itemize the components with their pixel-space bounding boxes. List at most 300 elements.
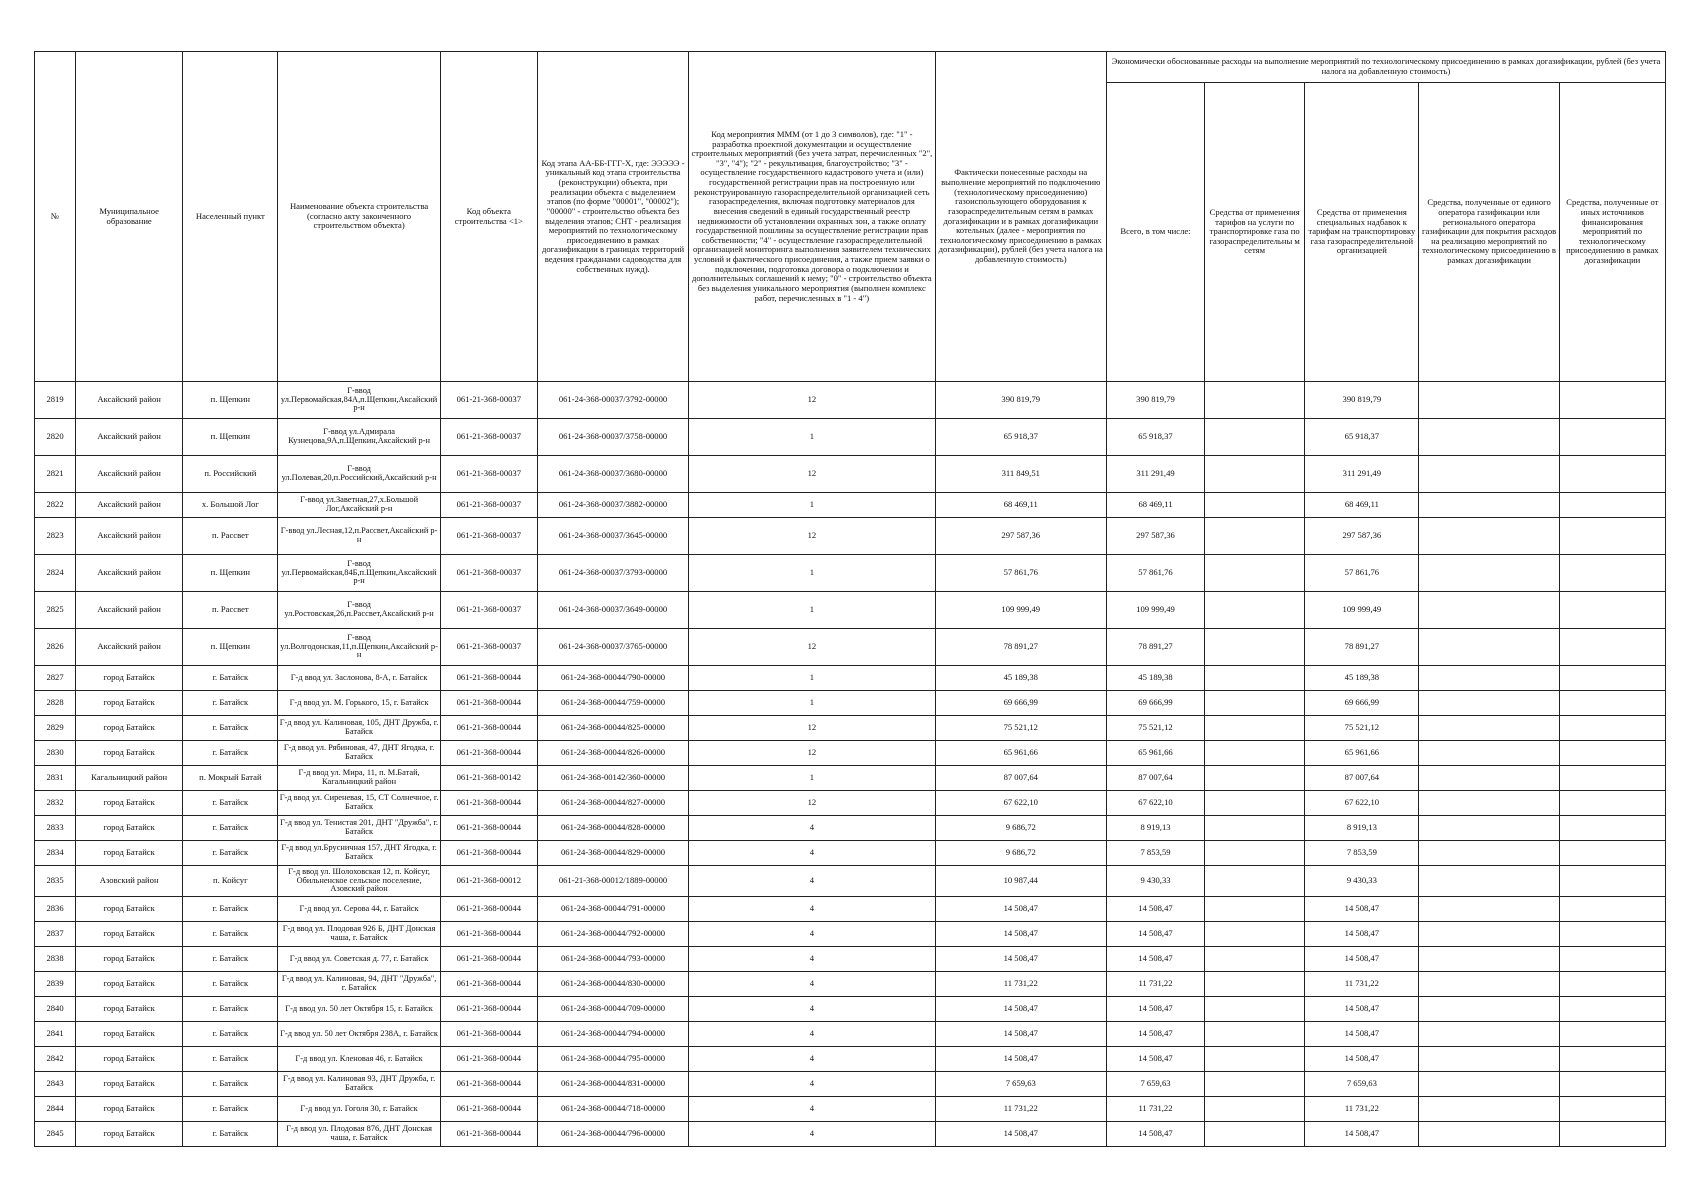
other-sources-cell bbox=[1559, 1097, 1665, 1122]
object-name-cell: Г-д ввод ул. Серова 44, г. Батайск bbox=[278, 897, 440, 922]
event-code-cell: 12 bbox=[689, 382, 935, 419]
row-number-cell: 2845 bbox=[35, 1122, 76, 1147]
stage-code-cell: 061-24-368-00044/827-00000 bbox=[537, 791, 688, 816]
object-code-cell: 061-21-368-00044 bbox=[440, 791, 537, 816]
municipality-cell: город Батайск bbox=[76, 947, 183, 972]
special-surcharge-cell: 57 861,76 bbox=[1305, 555, 1419, 592]
special-surcharge-cell: 14 508,47 bbox=[1305, 922, 1419, 947]
total-costs-cell: 109 999,49 bbox=[1106, 592, 1204, 629]
municipality-cell: город Батайск bbox=[76, 691, 183, 716]
special-surcharge-cell: 11 731,22 bbox=[1305, 972, 1419, 997]
stage-code-cell: 061-24-368-00037/3645-00000 bbox=[537, 518, 688, 555]
row-number-cell: 2834 bbox=[35, 841, 76, 866]
settlement-cell: п. Российский bbox=[183, 456, 278, 493]
settlement-cell: г. Батайск bbox=[183, 841, 278, 866]
regional-operator-cell bbox=[1419, 493, 1559, 518]
regional-operator-cell bbox=[1419, 629, 1559, 666]
object-code-cell: 061-21-368-00142 bbox=[440, 766, 537, 791]
tariff-funds-cell bbox=[1205, 997, 1305, 1022]
event-code-cell: 4 bbox=[689, 997, 935, 1022]
municipality-cell: Аксайский район bbox=[76, 493, 183, 518]
register-sheet bbox=[34, 51, 1666, 1147]
stage-code-cell: 061-24-368-00037/3882-00000 bbox=[537, 493, 688, 518]
table-row bbox=[35, 1122, 1666, 1147]
settlement-cell: п. Щепкин bbox=[183, 629, 278, 666]
stage-code-cell: 061-24-368-00044/830-00000 bbox=[537, 972, 688, 997]
object-code-cell: 061-21-368-00037 bbox=[440, 629, 537, 666]
regional-operator-cell bbox=[1419, 866, 1559, 897]
special-surcharge-cell: 7 853,59 bbox=[1305, 841, 1419, 866]
object-code-cell: 061-21-368-00044 bbox=[440, 816, 537, 841]
event-code-cell: 1 bbox=[689, 666, 935, 691]
actual-costs-cell: 9 686,72 bbox=[935, 841, 1106, 866]
object-name-cell: Г-ввод ул.Полевая,20,п.Российский,Аксайский р-н bbox=[278, 456, 440, 493]
other-sources-cell bbox=[1559, 518, 1665, 555]
special-surcharge-cell: 67 622,10 bbox=[1305, 791, 1419, 816]
other-sources-cell bbox=[1559, 382, 1665, 419]
tariff-funds-cell bbox=[1205, 791, 1305, 816]
object-name-cell: Г-д ввод ул. Заслонова, 8-А, г. Батайск bbox=[278, 666, 440, 691]
stage-code-cell: 061-24-368-00044/826-00000 bbox=[537, 741, 688, 766]
stage-code-cell: 061-24-368-00044/831-00000 bbox=[537, 1072, 688, 1097]
header-regional-operator-funds: Средства, полученные от единого оператора газификации или регионального оператора газификации для покрытия расходов на реализацию мероприятий по технологическому присоединению в рамках догазификации bbox=[1419, 83, 1559, 382]
settlement-cell: г. Батайск bbox=[183, 1072, 278, 1097]
stage-code-cell: 061-24-368-00142/360-00000 bbox=[537, 766, 688, 791]
special-surcharge-cell: 75 521,12 bbox=[1305, 716, 1419, 741]
event-code-cell: 12 bbox=[689, 791, 935, 816]
special-surcharge-cell: 9 430,33 bbox=[1305, 866, 1419, 897]
settlement-cell: х. Большой Лог bbox=[183, 493, 278, 518]
other-sources-cell bbox=[1559, 866, 1665, 897]
stage-code-cell: 061-24-368-00044/796-00000 bbox=[537, 1122, 688, 1147]
special-surcharge-cell: 390 819,79 bbox=[1305, 382, 1419, 419]
tariff-funds-cell bbox=[1205, 816, 1305, 841]
tariff-funds-cell bbox=[1205, 947, 1305, 972]
municipality-cell: Аксайский район bbox=[76, 518, 183, 555]
other-sources-cell bbox=[1559, 1122, 1665, 1147]
stage-code-cell: 061-24-368-00044/793-00000 bbox=[537, 947, 688, 972]
municipality-cell: Аксайский район bbox=[76, 419, 183, 456]
regional-operator-cell bbox=[1419, 1097, 1559, 1122]
object-code-cell: 061-21-368-00044 bbox=[440, 1122, 537, 1147]
other-sources-cell bbox=[1559, 816, 1665, 841]
object-name-cell: Г-д ввод ул. Рябиновая, 47, ДНТ Ягодка, г. Батайск bbox=[278, 741, 440, 766]
actual-costs-cell: 14 508,47 bbox=[935, 897, 1106, 922]
total-costs-cell: 14 508,47 bbox=[1106, 922, 1204, 947]
municipality-cell: город Батайск bbox=[76, 997, 183, 1022]
regional-operator-cell bbox=[1419, 1047, 1559, 1072]
table-row bbox=[35, 419, 1666, 456]
total-costs-cell: 14 508,47 bbox=[1106, 947, 1204, 972]
dogazification-table bbox=[34, 51, 1666, 1147]
table-row bbox=[35, 592, 1666, 629]
actual-costs-cell: 11 731,22 bbox=[935, 1097, 1106, 1122]
tariff-funds-cell bbox=[1205, 419, 1305, 456]
event-code-cell: 12 bbox=[689, 518, 935, 555]
regional-operator-cell bbox=[1419, 518, 1559, 555]
municipality-cell: город Батайск bbox=[76, 1122, 183, 1147]
other-sources-cell bbox=[1559, 1022, 1665, 1047]
object-name-cell: Г-д ввод ул. Калиновая, 94, ДНТ "Дружба", г. Батайск bbox=[278, 972, 440, 997]
row-number-cell: 2823 bbox=[35, 518, 76, 555]
object-code-cell: 061-21-368-00044 bbox=[440, 997, 537, 1022]
actual-costs-cell: 65 961,66 bbox=[935, 741, 1106, 766]
special-surcharge-cell: 45 189,38 bbox=[1305, 666, 1419, 691]
other-sources-cell bbox=[1559, 1047, 1665, 1072]
row-number-cell: 2835 bbox=[35, 866, 76, 897]
actual-costs-cell: 10 987,44 bbox=[935, 866, 1106, 897]
regional-operator-cell bbox=[1419, 419, 1559, 456]
total-costs-cell: 297 587,36 bbox=[1106, 518, 1204, 555]
table-header bbox=[35, 52, 1666, 382]
settlement-cell: г. Батайск bbox=[183, 972, 278, 997]
actual-costs-cell: 67 622,10 bbox=[935, 791, 1106, 816]
tariff-funds-cell bbox=[1205, 382, 1305, 419]
other-sources-cell bbox=[1559, 629, 1665, 666]
total-costs-cell: 14 508,47 bbox=[1106, 1022, 1204, 1047]
tariff-funds-cell bbox=[1205, 741, 1305, 766]
event-code-cell: 1 bbox=[689, 555, 935, 592]
tariff-funds-cell bbox=[1205, 1097, 1305, 1122]
regional-operator-cell bbox=[1419, 1022, 1559, 1047]
actual-costs-cell: 14 508,47 bbox=[935, 1122, 1106, 1147]
settlement-cell: г. Батайск bbox=[183, 947, 278, 972]
tariff-funds-cell bbox=[1205, 716, 1305, 741]
actual-costs-cell: 297 587,36 bbox=[935, 518, 1106, 555]
settlement-cell: г. Батайск bbox=[183, 666, 278, 691]
special-surcharge-cell: 14 508,47 bbox=[1305, 1122, 1419, 1147]
object-code-cell: 061-21-368-00044 bbox=[440, 741, 537, 766]
settlement-cell: г. Батайск bbox=[183, 1047, 278, 1072]
actual-costs-cell: 11 731,22 bbox=[935, 972, 1106, 997]
object-name-cell: Г-ввод ул.Адмирала Кузнецова,9А,п.Щепкин,Аксайский р-н bbox=[278, 419, 440, 456]
row-number-cell: 2831 bbox=[35, 766, 76, 791]
object-code-cell: 061-21-368-00037 bbox=[440, 518, 537, 555]
regional-operator-cell bbox=[1419, 716, 1559, 741]
event-code-cell: 1 bbox=[689, 419, 935, 456]
object-name-cell: Г-д ввод ул. Сиреневая, 15, СТ Солнечное, г. Батайск bbox=[278, 791, 440, 816]
settlement-cell: г. Батайск bbox=[183, 922, 278, 947]
special-surcharge-cell: 65 961,66 bbox=[1305, 741, 1419, 766]
stage-code-cell: 061-24-368-00037/3680-00000 bbox=[537, 456, 688, 493]
stage-code-cell: 061-24-368-00044/828-00000 bbox=[537, 816, 688, 841]
municipality-cell: Кагальницкий район bbox=[76, 766, 183, 791]
event-code-cell: 4 bbox=[689, 866, 935, 897]
actual-costs-cell: 7 659,63 bbox=[935, 1072, 1106, 1097]
actual-costs-cell: 14 508,47 bbox=[935, 922, 1106, 947]
object-code-cell: 061-21-368-00044 bbox=[440, 1022, 537, 1047]
total-costs-cell: 7 659,63 bbox=[1106, 1072, 1204, 1097]
object-code-cell: 061-21-368-00037 bbox=[440, 493, 537, 518]
event-code-cell: 12 bbox=[689, 456, 935, 493]
tariff-funds-cell bbox=[1205, 1047, 1305, 1072]
regional-operator-cell bbox=[1419, 841, 1559, 866]
event-code-cell: 1 bbox=[689, 691, 935, 716]
settlement-cell: г. Батайск bbox=[183, 691, 278, 716]
regional-operator-cell bbox=[1419, 897, 1559, 922]
stage-code-cell: 061-24-368-00044/718-00000 bbox=[537, 1097, 688, 1122]
row-number-cell: 2840 bbox=[35, 997, 76, 1022]
actual-costs-cell: 14 508,47 bbox=[935, 1047, 1106, 1072]
municipality-cell: город Батайск bbox=[76, 666, 183, 691]
regional-operator-cell bbox=[1419, 1072, 1559, 1097]
header-total: Всего, в том числе: bbox=[1106, 83, 1204, 382]
event-code-cell: 4 bbox=[689, 922, 935, 947]
object-code-cell: 061-21-368-00044 bbox=[440, 1047, 537, 1072]
event-code-cell: 4 bbox=[689, 1022, 935, 1047]
total-costs-cell: 65 961,66 bbox=[1106, 741, 1204, 766]
settlement-cell: г. Батайск bbox=[183, 1022, 278, 1047]
other-sources-cell bbox=[1559, 741, 1665, 766]
other-sources-cell bbox=[1559, 897, 1665, 922]
total-costs-cell: 311 291,49 bbox=[1106, 456, 1204, 493]
tariff-funds-cell bbox=[1205, 766, 1305, 791]
other-sources-cell bbox=[1559, 1072, 1665, 1097]
row-number-cell: 2843 bbox=[35, 1072, 76, 1097]
actual-costs-cell: 87 007,64 bbox=[935, 766, 1106, 791]
table-row bbox=[35, 922, 1666, 947]
total-costs-cell: 9 430,33 bbox=[1106, 866, 1204, 897]
stage-code-cell: 061-24-368-00044/825-00000 bbox=[537, 716, 688, 741]
table-row bbox=[35, 791, 1666, 816]
settlement-cell: п. Щепкин bbox=[183, 419, 278, 456]
total-costs-cell: 65 918,37 bbox=[1106, 419, 1204, 456]
stage-code-cell: 061-24-368-00037/3649-00000 bbox=[537, 592, 688, 629]
event-code-cell: 4 bbox=[689, 1047, 935, 1072]
special-surcharge-cell: 11 731,22 bbox=[1305, 1097, 1419, 1122]
municipality-cell: Аксайский район bbox=[76, 555, 183, 592]
total-costs-cell: 78 891,27 bbox=[1106, 629, 1204, 666]
other-sources-cell bbox=[1559, 456, 1665, 493]
regional-operator-cell bbox=[1419, 791, 1559, 816]
total-costs-cell: 69 666,99 bbox=[1106, 691, 1204, 716]
row-number-cell: 2833 bbox=[35, 816, 76, 841]
tariff-funds-cell bbox=[1205, 456, 1305, 493]
actual-costs-cell: 68 469,11 bbox=[935, 493, 1106, 518]
regional-operator-cell bbox=[1419, 666, 1559, 691]
object-code-cell: 061-21-368-00044 bbox=[440, 691, 537, 716]
municipality-cell: город Батайск bbox=[76, 841, 183, 866]
stage-code-cell: 061-24-368-00044/829-00000 bbox=[537, 841, 688, 866]
object-name-cell: Г-д ввод ул. 50 лет Октября 238А, г. Батайск bbox=[278, 1022, 440, 1047]
settlement-cell: п. Рассвет bbox=[183, 592, 278, 629]
tariff-funds-cell bbox=[1205, 691, 1305, 716]
other-sources-cell bbox=[1559, 555, 1665, 592]
settlement-cell: п. Койсуг bbox=[183, 866, 278, 897]
regional-operator-cell bbox=[1419, 816, 1559, 841]
object-code-cell: 061-21-368-00037 bbox=[440, 592, 537, 629]
row-number-cell: 2837 bbox=[35, 922, 76, 947]
actual-costs-cell: 311 849,51 bbox=[935, 456, 1106, 493]
tariff-funds-cell bbox=[1205, 866, 1305, 897]
row-number-cell: 2838 bbox=[35, 947, 76, 972]
regional-operator-cell bbox=[1419, 922, 1559, 947]
total-costs-cell: 14 508,47 bbox=[1106, 897, 1204, 922]
regional-operator-cell bbox=[1419, 972, 1559, 997]
object-code-cell: 061-21-368-00044 bbox=[440, 972, 537, 997]
stage-code-cell: 061-24-368-00044/759-00000 bbox=[537, 691, 688, 716]
row-number-cell: 2836 bbox=[35, 897, 76, 922]
stage-code-cell: 061-24-368-00044/791-00000 bbox=[537, 897, 688, 922]
regional-operator-cell bbox=[1419, 997, 1559, 1022]
object-code-cell: 061-21-368-00044 bbox=[440, 1072, 537, 1097]
event-code-cell: 1 bbox=[689, 766, 935, 791]
settlement-cell: г. Батайск bbox=[183, 716, 278, 741]
municipality-cell: город Батайск bbox=[76, 816, 183, 841]
header-special-surcharge-funds: Средства от применения специальных надбавок к тарифам на транспортировку газа газораспределительной организацией bbox=[1305, 83, 1419, 382]
other-sources-cell bbox=[1559, 493, 1665, 518]
regional-operator-cell bbox=[1419, 947, 1559, 972]
object-name-cell: Г-д ввод ул. Кленовая 46, г. Батайск bbox=[278, 1047, 440, 1072]
object-code-cell: 061-21-368-00044 bbox=[440, 897, 537, 922]
table-row bbox=[35, 947, 1666, 972]
table-row bbox=[35, 866, 1666, 897]
stage-code-cell: 061-24-368-00044/790-00000 bbox=[537, 666, 688, 691]
row-number-cell: 2839 bbox=[35, 972, 76, 997]
object-name-cell: Г-д ввод ул. Калиновая 93, ДНТ Дружба, г. Батайск bbox=[278, 1072, 440, 1097]
row-number-cell: 2825 bbox=[35, 592, 76, 629]
other-sources-cell bbox=[1559, 922, 1665, 947]
municipality-cell: город Батайск bbox=[76, 1022, 183, 1047]
table-row bbox=[35, 456, 1666, 493]
row-number-cell: 2821 bbox=[35, 456, 76, 493]
object-name-cell: Г-ввод ул.Лесная,12,п.Рассвет,Аксайский р-н bbox=[278, 518, 440, 555]
event-code-cell: 4 bbox=[689, 1072, 935, 1097]
event-code-cell: 4 bbox=[689, 841, 935, 866]
settlement-cell: г. Батайск bbox=[183, 997, 278, 1022]
row-number-cell: 2842 bbox=[35, 1047, 76, 1072]
object-code-cell: 061-21-368-00037 bbox=[440, 419, 537, 456]
table-row bbox=[35, 1097, 1666, 1122]
table-row bbox=[35, 382, 1666, 419]
event-code-cell: 12 bbox=[689, 741, 935, 766]
object-name-cell: Г-д ввод ул. Мира, 11, п. М.Батай, Кагальницкий район bbox=[278, 766, 440, 791]
regional-operator-cell bbox=[1419, 382, 1559, 419]
municipality-cell: Аксайский район bbox=[76, 456, 183, 493]
municipality-cell: город Батайск bbox=[76, 1072, 183, 1097]
special-surcharge-cell: 78 891,27 bbox=[1305, 629, 1419, 666]
object-name-cell: Г-ввод ул.Ростовская,26,п.Рассвет,Аксайский р-н bbox=[278, 592, 440, 629]
row-number-cell: 2824 bbox=[35, 555, 76, 592]
tariff-funds-cell bbox=[1205, 629, 1305, 666]
event-code-cell: 4 bbox=[689, 972, 935, 997]
table-row bbox=[35, 629, 1666, 666]
event-code-cell: 1 bbox=[689, 592, 935, 629]
special-surcharge-cell: 311 291,49 bbox=[1305, 456, 1419, 493]
municipality-cell: Аксайский район bbox=[76, 382, 183, 419]
settlement-cell: г. Батайск bbox=[183, 897, 278, 922]
municipality-cell: город Батайск bbox=[76, 791, 183, 816]
special-surcharge-cell: 65 918,37 bbox=[1305, 419, 1419, 456]
table-row bbox=[35, 518, 1666, 555]
header-object-code: Код объекта строительства <1> bbox=[440, 52, 537, 382]
table-row bbox=[35, 897, 1666, 922]
actual-costs-cell: 75 521,12 bbox=[935, 716, 1106, 741]
row-number-cell: 2832 bbox=[35, 791, 76, 816]
settlement-cell: г. Батайск bbox=[183, 1097, 278, 1122]
header-settlement: Населенный пункт bbox=[183, 52, 278, 382]
regional-operator-cell bbox=[1419, 456, 1559, 493]
tariff-funds-cell bbox=[1205, 555, 1305, 592]
other-sources-cell bbox=[1559, 841, 1665, 866]
object-name-cell: Г-д ввод ул. Калиновая, 105, ДНТ Дружба, г. Батайск bbox=[278, 716, 440, 741]
row-number-cell: 2826 bbox=[35, 629, 76, 666]
actual-costs-cell: 14 508,47 bbox=[935, 1022, 1106, 1047]
stage-code-cell: 061-24-368-00037/3792-00000 bbox=[537, 382, 688, 419]
object-code-cell: 061-21-368-00044 bbox=[440, 666, 537, 691]
object-name-cell: Г-ввод ул.Волгодонская,11,п.Щепкин,Аксайский р-н bbox=[278, 629, 440, 666]
other-sources-cell bbox=[1559, 716, 1665, 741]
settlement-cell: п. Щепкин bbox=[183, 555, 278, 592]
table-row bbox=[35, 1022, 1666, 1047]
event-code-cell: 12 bbox=[689, 629, 935, 666]
object-code-cell: 061-21-368-00044 bbox=[440, 1097, 537, 1122]
other-sources-cell bbox=[1559, 766, 1665, 791]
actual-costs-cell: 69 666,99 bbox=[935, 691, 1106, 716]
event-code-cell: 12 bbox=[689, 716, 935, 741]
actual-costs-cell: 14 508,47 bbox=[935, 997, 1106, 1022]
stage-code-cell: 061-24-368-00037/3758-00000 bbox=[537, 419, 688, 456]
object-name-cell: Г-д ввод ул. Советская д. 77, г. Батайск bbox=[278, 947, 440, 972]
stage-code-cell: 061-24-368-00037/3765-00000 bbox=[537, 629, 688, 666]
row-number-cell: 2827 bbox=[35, 666, 76, 691]
municipality-cell: город Батайск bbox=[76, 741, 183, 766]
header-municipality: Муниципальное образование bbox=[76, 52, 183, 382]
header-tariff-funds: Средства от применения тарифов на услуги по транспортировке газа по газораспределительны м сетям bbox=[1205, 83, 1305, 382]
event-code-cell: 4 bbox=[689, 816, 935, 841]
actual-costs-cell: 14 508,47 bbox=[935, 947, 1106, 972]
stage-code-cell: 061-21-368-00012/1889-00000 bbox=[537, 866, 688, 897]
other-sources-cell bbox=[1559, 947, 1665, 972]
object-code-cell: 061-21-368-00037 bbox=[440, 555, 537, 592]
object-name-cell: Г-д ввод ул. Шолоховская 12, п. Койсуг, Обильненское сельское поселение, Азовский район bbox=[278, 866, 440, 897]
table-row bbox=[35, 555, 1666, 592]
object-name-cell: Г-д ввод ул. М. Горького, 15, г. Батайск bbox=[278, 691, 440, 716]
settlement-cell: г. Батайск bbox=[183, 741, 278, 766]
regional-operator-cell bbox=[1419, 741, 1559, 766]
other-sources-cell bbox=[1559, 997, 1665, 1022]
header-num: № bbox=[35, 52, 76, 382]
other-sources-cell bbox=[1559, 791, 1665, 816]
municipality-cell: Аксайский район bbox=[76, 592, 183, 629]
total-costs-cell: 67 622,10 bbox=[1106, 791, 1204, 816]
actual-costs-cell: 78 891,27 bbox=[935, 629, 1106, 666]
tariff-funds-cell bbox=[1205, 841, 1305, 866]
stage-code-cell: 061-24-368-00044/709-00000 bbox=[537, 997, 688, 1022]
table-row bbox=[35, 716, 1666, 741]
table-row bbox=[35, 816, 1666, 841]
event-code-cell: 4 bbox=[689, 1097, 935, 1122]
tariff-funds-cell bbox=[1205, 1122, 1305, 1147]
municipality-cell: город Батайск bbox=[76, 1097, 183, 1122]
tariff-funds-cell bbox=[1205, 1072, 1305, 1097]
settlement-cell: г. Батайск bbox=[183, 816, 278, 841]
object-name-cell: Г-д ввод ул.Брусничная 157, ДНТ Ягодка, г. Батайск bbox=[278, 841, 440, 866]
row-number-cell: 2829 bbox=[35, 716, 76, 741]
object-name-cell: Г-ввод ул.Заветная,27,х.Большой Лог,Аксайский р-н bbox=[278, 493, 440, 518]
header-justified-costs-group: Экономически обоснованные расходы на выполнение мероприятий по технологическому присоединению в рамках догазификации, рублей (без учета налога на добавленную стоимость) bbox=[1106, 52, 1665, 83]
object-name-cell: Г-д ввод ул. Плодовая 876, ДНТ Донская чаша, г. Батайск bbox=[278, 1122, 440, 1147]
actual-costs-cell: 57 861,76 bbox=[935, 555, 1106, 592]
table-row bbox=[35, 691, 1666, 716]
stage-code-cell: 061-24-368-00037/3793-00000 bbox=[537, 555, 688, 592]
other-sources-cell bbox=[1559, 666, 1665, 691]
stage-code-cell: 061-24-368-00044/795-00000 bbox=[537, 1047, 688, 1072]
special-surcharge-cell: 7 659,63 bbox=[1305, 1072, 1419, 1097]
event-code-cell: 4 bbox=[689, 897, 935, 922]
table-row bbox=[35, 997, 1666, 1022]
header-stage-code: Код этапа АА-ББ-ГГГ-Х, где: ЭЭЭЭЭ - уникальный код этапа строительства (реконструкции) объекта, при реализации объекта с выделением этапов (по форме "00001", "00002"); "00000" - строительство объекта без выделения этапов; СНТ - реализация мероприятий по технологическому присоединению в рамках догазификации в границах территорий ведения гражданами садоводства для собственных нужд). bbox=[537, 52, 688, 382]
